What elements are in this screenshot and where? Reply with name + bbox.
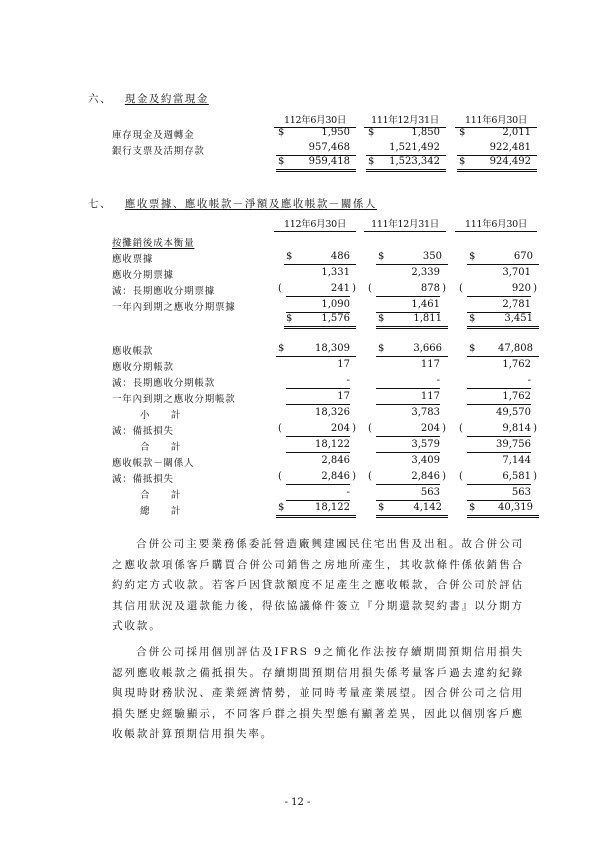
s7-cell: 18,122 (276, 439, 356, 452)
s7-cell: 563 (366, 487, 446, 500)
s7-cell: 18,326 (315, 407, 350, 418)
s7-cell: 2,339 (411, 267, 440, 278)
section-6-number: 六、 (88, 93, 112, 105)
s7-cell: $ 670 (467, 251, 539, 265)
section-6-heading: 現金及約當現金 (124, 93, 209, 105)
s7-row-label: 合 計 (140, 442, 182, 453)
s7-row-label: 減：長期應收分期票據 (112, 286, 216, 297)
section-7-heading: 應收票據、應收帳款－淨額及應收帳款－關係人 (124, 198, 377, 210)
s7-total-cell: $ 3,451 (467, 313, 539, 329)
s6-cell: $ 2,011 (459, 127, 531, 138)
s6-cell: $ 1,950 (278, 127, 350, 138)
s7-cell: ( 920 ) (457, 283, 537, 296)
section-7-title (88, 196, 377, 211)
s7-cell: 3,783 (411, 407, 440, 418)
s7-cell: $ 18,309 (276, 343, 356, 357)
s6-row-label: 銀行支票及活期存款 (112, 146, 205, 157)
s7-cell: ( 241 ) (276, 283, 356, 296)
s7-cell: ( 204 ) (276, 423, 356, 436)
s7-col-header-3: 111年6月30日 (455, 216, 537, 232)
s7-cell: $ 486 (284, 251, 356, 265)
s7-cell: 563 (457, 487, 537, 500)
s7-cell: 1,762 (502, 359, 531, 370)
s7-col-header-2: 111年12月31日 (364, 216, 446, 232)
s7-cell: 3,701 (502, 267, 531, 278)
s7-cell: ( 878 ) (366, 283, 446, 296)
s6-total-cell: $ 959,418 (276, 156, 356, 172)
s6-total-cell: $ 1,523,342 (366, 156, 446, 172)
paragraph: 合併公司採用個別評估及IFRS 9之簡化作法按存續期間預期信用損失認列應收帳款之備抵損失。存續期間預期信用損失係考量客戶過去違約紀錄與現時財務狀況、產業經濟情勢，並同時考量產業展望。因合併公司之信用損失歷史經驗顯示，不同客戶群之損失型態有顯著差異，因此以個別客戶應收帳款計算預期信用損失率。 (112, 645, 524, 741)
s7-row-label: 總 計 (140, 506, 182, 517)
s6-row-label: 庫存現金及週轉金 (112, 130, 195, 141)
s7-total-cell: $ 1,576 (284, 313, 356, 329)
s7-row-label: 應收分期票據 (112, 270, 174, 281)
s7-cell: 1,090 (276, 299, 356, 312)
s7-cell: 17 (337, 359, 350, 370)
s6-cell: 1,521,492 (366, 142, 446, 156)
s7-cell: $ 47,808 (467, 343, 539, 357)
s7-cell: ( 204 ) (366, 423, 446, 436)
s7-cell: 7,144 (502, 455, 531, 466)
s7-row-label: 應收帳款 (112, 346, 154, 357)
s7-cell: - (366, 375, 446, 388)
s7-subhead: 按攤銷後成本衡量 (112, 238, 195, 249)
s7-cell: 3,409 (411, 455, 440, 466)
section-7-number: 七、 (88, 198, 112, 210)
s7-cell: - (276, 487, 356, 500)
s7-cell: ( 6,581 ) (457, 471, 537, 484)
s7-row-label: 應收分期帳款 (112, 362, 174, 373)
s7-cell: 39,756 (457, 439, 537, 452)
s6-total-cell: $ 924,492 (457, 156, 537, 172)
s7-cell: $ 3,666 (376, 343, 448, 357)
s7-cell: ( 2,846 ) (366, 471, 446, 484)
s7-row-label: 應收票據 (112, 254, 154, 265)
s7-row-label: 減：長期應收分期帳款 (112, 378, 216, 389)
s6-cell: 922,481 (457, 142, 537, 156)
s7-cell: 1,461 (366, 299, 446, 312)
s7-cell: 3,579 (366, 439, 446, 452)
s7-row-label: 減：備抵損失 (112, 426, 174, 437)
s7-grand-total-cell: $ 18,122 (276, 502, 356, 518)
s7-cell: ( 9,814 ) (457, 423, 537, 436)
s6-col-header-3: 111年6月30日 (455, 112, 537, 128)
s7-cell: 117 (366, 391, 446, 404)
s7-grand-total-cell: $ 4,142 (376, 502, 448, 518)
s7-cell: 1,331 (321, 267, 350, 278)
s6-cell: 957,468 (276, 142, 356, 156)
s6-col-header-1: 112年6月30日 (274, 112, 356, 128)
s7-grand-total-cell: $ 40,319 (467, 502, 539, 518)
s7-cell: 2,846 (321, 455, 350, 466)
s6-col-header-2: 111年12月31日 (364, 112, 446, 128)
s7-cell: 1,762 (457, 391, 537, 404)
s7-cell: 49,570 (496, 407, 531, 418)
s7-col-header-1: 112年6月30日 (274, 216, 356, 232)
page-number: - 12 - (284, 797, 311, 808)
s7-row-label: 減：備抵損失 (112, 474, 174, 485)
s7-row-label: 應收帳款－關係人 (112, 458, 195, 469)
s7-total-cell: $ 1,811 (376, 313, 448, 329)
s7-cell: - (457, 375, 537, 388)
section-6-title (88, 91, 209, 106)
s7-cell: ( 2,846 ) (276, 471, 356, 484)
s6-cell: $ 1,850 (368, 127, 440, 138)
s7-cell: 117 (420, 359, 440, 370)
s7-row-label: 一年內到期之應收分期帳款 (112, 394, 236, 405)
s7-cell: 2,781 (457, 299, 537, 312)
s7-cell: - (276, 375, 356, 388)
s7-cell: 17 (276, 391, 356, 404)
s7-row-label: 一年內到期之應收分期票據 (112, 302, 236, 313)
s7-row-label: 合 計 (140, 490, 182, 501)
s7-cell: $ 350 (376, 251, 448, 265)
s7-row-label: 小 計 (140, 410, 182, 421)
paragraph: 合併公司主要業務係委託營造廠興建國民住宅出售及出租。故合併公司之應收款項係客戶購買合併公司銷售之房地所產生，其收款條件係依銷售合約約定方式收款。若客戶因貸款額度不足產生之應收帳款，合併公司於評估其信用狀況及還款能力後，得依協議條件簽立『分期還款契約書』以分期方式收款。 (112, 538, 524, 633)
body-text (112, 534, 524, 745)
